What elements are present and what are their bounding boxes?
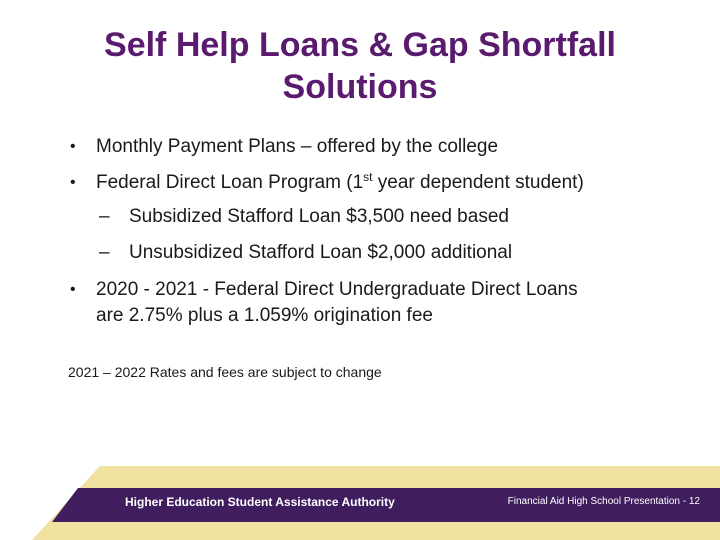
slide-title-line-1: Self Help Loans & Gap Shortfall xyxy=(104,26,616,64)
sub-bullet-text: Unsubsidized Stafford Loan $2,000 additional xyxy=(129,242,513,263)
sub-bullet-marker: – xyxy=(99,206,110,227)
bullet-text-line-1: 2020 - 2021 - Federal Direct Undergraduate Direct Loans xyxy=(96,279,578,300)
bullet-superscript: st xyxy=(363,170,373,184)
bullet-text-prefix: Federal Direct Loan Program (1 xyxy=(96,172,364,193)
sub-bullet-item xyxy=(99,241,513,265)
bullet-marker: • xyxy=(70,138,76,155)
footer-gold-stripe xyxy=(48,522,720,528)
footer-organization: Higher Education Student Assistance Authority xyxy=(125,495,395,509)
bullet-text: Monthly Payment Plans – offered by the college xyxy=(96,136,499,157)
bullet-item xyxy=(70,278,578,302)
sub-bullet-text: Subsidized Stafford Loan $3,500 need based xyxy=(129,206,509,227)
slide-title-line-2: Solutions xyxy=(282,68,438,106)
bullet-item xyxy=(70,170,584,195)
sub-bullet-marker: – xyxy=(99,242,110,263)
bullet-continuation xyxy=(96,304,433,328)
footer-page-label: Financial Aid High School Presentation - 12 xyxy=(507,496,700,507)
bullet-marker: • xyxy=(70,174,76,191)
rates-note: 2021 – 2022 Rates and fees are subject to change xyxy=(68,364,382,380)
bullet-text-line-2: are 2.75% plus a 1.059% origination fee xyxy=(96,305,433,326)
bullet-text-suffix: year dependent student) xyxy=(372,172,584,193)
sub-bullet-item xyxy=(99,205,509,229)
bullet-marker: • xyxy=(70,281,76,298)
bullet-item xyxy=(70,135,499,159)
